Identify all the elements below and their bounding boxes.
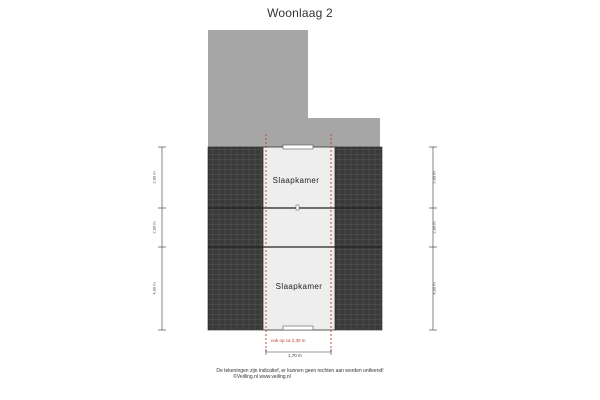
dim-left-3: 4,00 m xyxy=(151,282,157,295)
dimension-left xyxy=(158,147,166,330)
window-top xyxy=(283,145,313,149)
disclaimer-line-2: ©Veilling.nl www.veiling.nl xyxy=(233,374,291,380)
roof-right xyxy=(335,147,382,330)
floor-area xyxy=(263,147,335,330)
window-bottom xyxy=(283,326,313,330)
roof-left xyxy=(208,147,263,330)
width-dimension: 1,70 m xyxy=(288,353,302,358)
eave-height-note: nok op ca 2,30 m xyxy=(271,338,306,343)
dim-right-1: 2,90 m xyxy=(431,171,437,184)
roof-shadow xyxy=(208,30,380,150)
dim-right-2: 2,00 m xyxy=(431,221,437,234)
room-label-bottom: Slaapkamer xyxy=(275,282,323,291)
dim-left-1: 2,90 m xyxy=(151,171,157,184)
vent-mark-1 xyxy=(296,205,299,210)
dim-left-2: 2,00 m xyxy=(151,221,157,234)
dim-right-3: 4,00 m xyxy=(431,282,437,295)
disclaimer-line-1: De tekeningen zijn indicatief, er kunnen geen rechten aan worden ontleend! xyxy=(216,368,384,374)
room-label-top: Slaapkamer xyxy=(272,176,320,185)
page-title: Woonlaag 2 xyxy=(267,6,333,20)
